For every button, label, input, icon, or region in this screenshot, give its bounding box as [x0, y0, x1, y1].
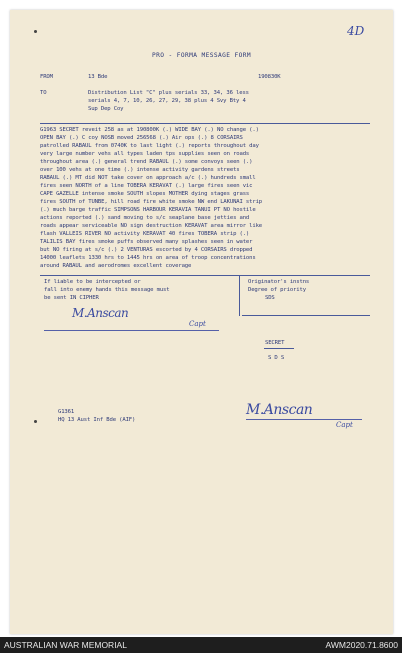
message-line: CAPE GAZELLE intense smoke SOUTH slopes MOTHER dying stages grass — [40, 191, 250, 197]
message-form-sheet — [10, 10, 393, 634]
message-line: over 100 vehs at one time (.) intense activity gardens streets — [40, 167, 240, 173]
to-line: Distribution List "C" plus serials 33, 34, 36 less — [88, 90, 249, 96]
to-line: Sup Dep Coy — [88, 106, 124, 112]
divider-middle — [40, 275, 370, 276]
message-line: fires SOUTH of TUNBE, hill road fire white smoke NW end LAKUNAI strip — [40, 199, 263, 205]
punch-hole-bottom — [34, 420, 37, 423]
sender-reference: G1361 — [58, 409, 75, 415]
date-time-group: 190830K — [258, 74, 281, 80]
message-line: patrolled RABAUL from 0740K to last light (.) reports throughout day — [40, 143, 259, 149]
message-line: very large number vehs all types laden tps supplies seen on roads — [40, 151, 250, 157]
divider-top — [40, 123, 370, 124]
sds-code: S D S — [268, 355, 285, 361]
message-line: G1963 SECRET reveit 258 as at 190800K (.) WIDE BAY (.) NO change (.) — [40, 127, 259, 133]
message-line: flash VALLEIS RIVER NO activity KERAVAT 40 fires TOBERA strip (.) — [40, 231, 250, 237]
message-line: OPEN BAY (.) C coy NOSB moved 256568 (.) Air ops (.) 8 CORSAIRS — [40, 135, 243, 141]
corner-annotation: 4D — [347, 24, 365, 38]
to-label: TO — [40, 90, 47, 96]
cipher-signature: M.Anscan — [72, 306, 129, 320]
message-line: fires seen NORTH of a line TOBERA KERAVAT (.) large fires seen vic — [40, 183, 253, 189]
sender-signature: M.Anscan — [246, 402, 313, 418]
message-line: but NO firing at s/c (.) 2 VENTURAS escorted by 4 CORSAIRS dropped — [40, 247, 253, 253]
message-line: throughout area (.) general trend RABAUL (.) some convoys seen (.) — [40, 159, 253, 165]
sender-unit: HQ 13 Aust Inf Bde (AIF) — [58, 417, 136, 423]
sender-signature-rule — [246, 419, 362, 420]
archive-caption-bar — [0, 637, 402, 653]
divider-vertical — [239, 276, 240, 316]
secret-label: SECRET — [265, 340, 285, 346]
originator-line: SDS — [265, 295, 275, 301]
cipher-line: fall into enemy hands this message must — [44, 287, 170, 293]
from-value: 13 Bde — [88, 74, 108, 80]
message-line: RABAUL (.) MT did NOT take cover on approach a/c (.) hundreds small — [40, 175, 256, 181]
originator-line: Originator's instns — [248, 279, 310, 285]
signature-rule — [44, 330, 219, 331]
message-line: actions reported (.) sand moving to s/c seaplane base jetties and — [40, 215, 250, 221]
form-title: PRO - FORMA MESSAGE FORM — [151, 52, 251, 59]
archive-name: AUSTRALIAN WAR MEMORIAL — [4, 640, 127, 650]
cipher-line: be sent IN CIPHER — [44, 295, 99, 301]
message-line: TALILIS BAY fires smoke puffs observed many splashes seen in water — [40, 239, 253, 245]
to-line: serials 4, 7, 10, 26, 27, 29, 38 plus 4 Svy Bty 4 — [88, 98, 246, 104]
message-line: roads appear serviceable NO sign destruction KERAVAT area mirror like — [40, 223, 263, 229]
originator-line: Degree of priority — [248, 287, 306, 293]
archive-accession-number: AWM2020.71.8600 — [325, 640, 398, 650]
divider-originator — [242, 315, 370, 316]
sender-signature-rank: Capt — [336, 421, 353, 429]
message-line: (.) much barge traffic SIMPSONS HARBOUR KERAVIA TANUI PT NO hostile — [40, 207, 256, 213]
from-label: FROM — [40, 74, 53, 80]
cipher-line: If liable to be intercepted or — [44, 279, 141, 285]
punch-hole-top — [34, 30, 37, 33]
message-line: 14000 leaflets 1330 hrs to 1445 hrs on area of troop concentrations — [40, 255, 256, 261]
message-line: around RABAUL and aerodromes excellent coverage — [40, 263, 192, 269]
cipher-signature-rank: Capt — [189, 320, 206, 328]
secret-underline — [264, 348, 294, 349]
